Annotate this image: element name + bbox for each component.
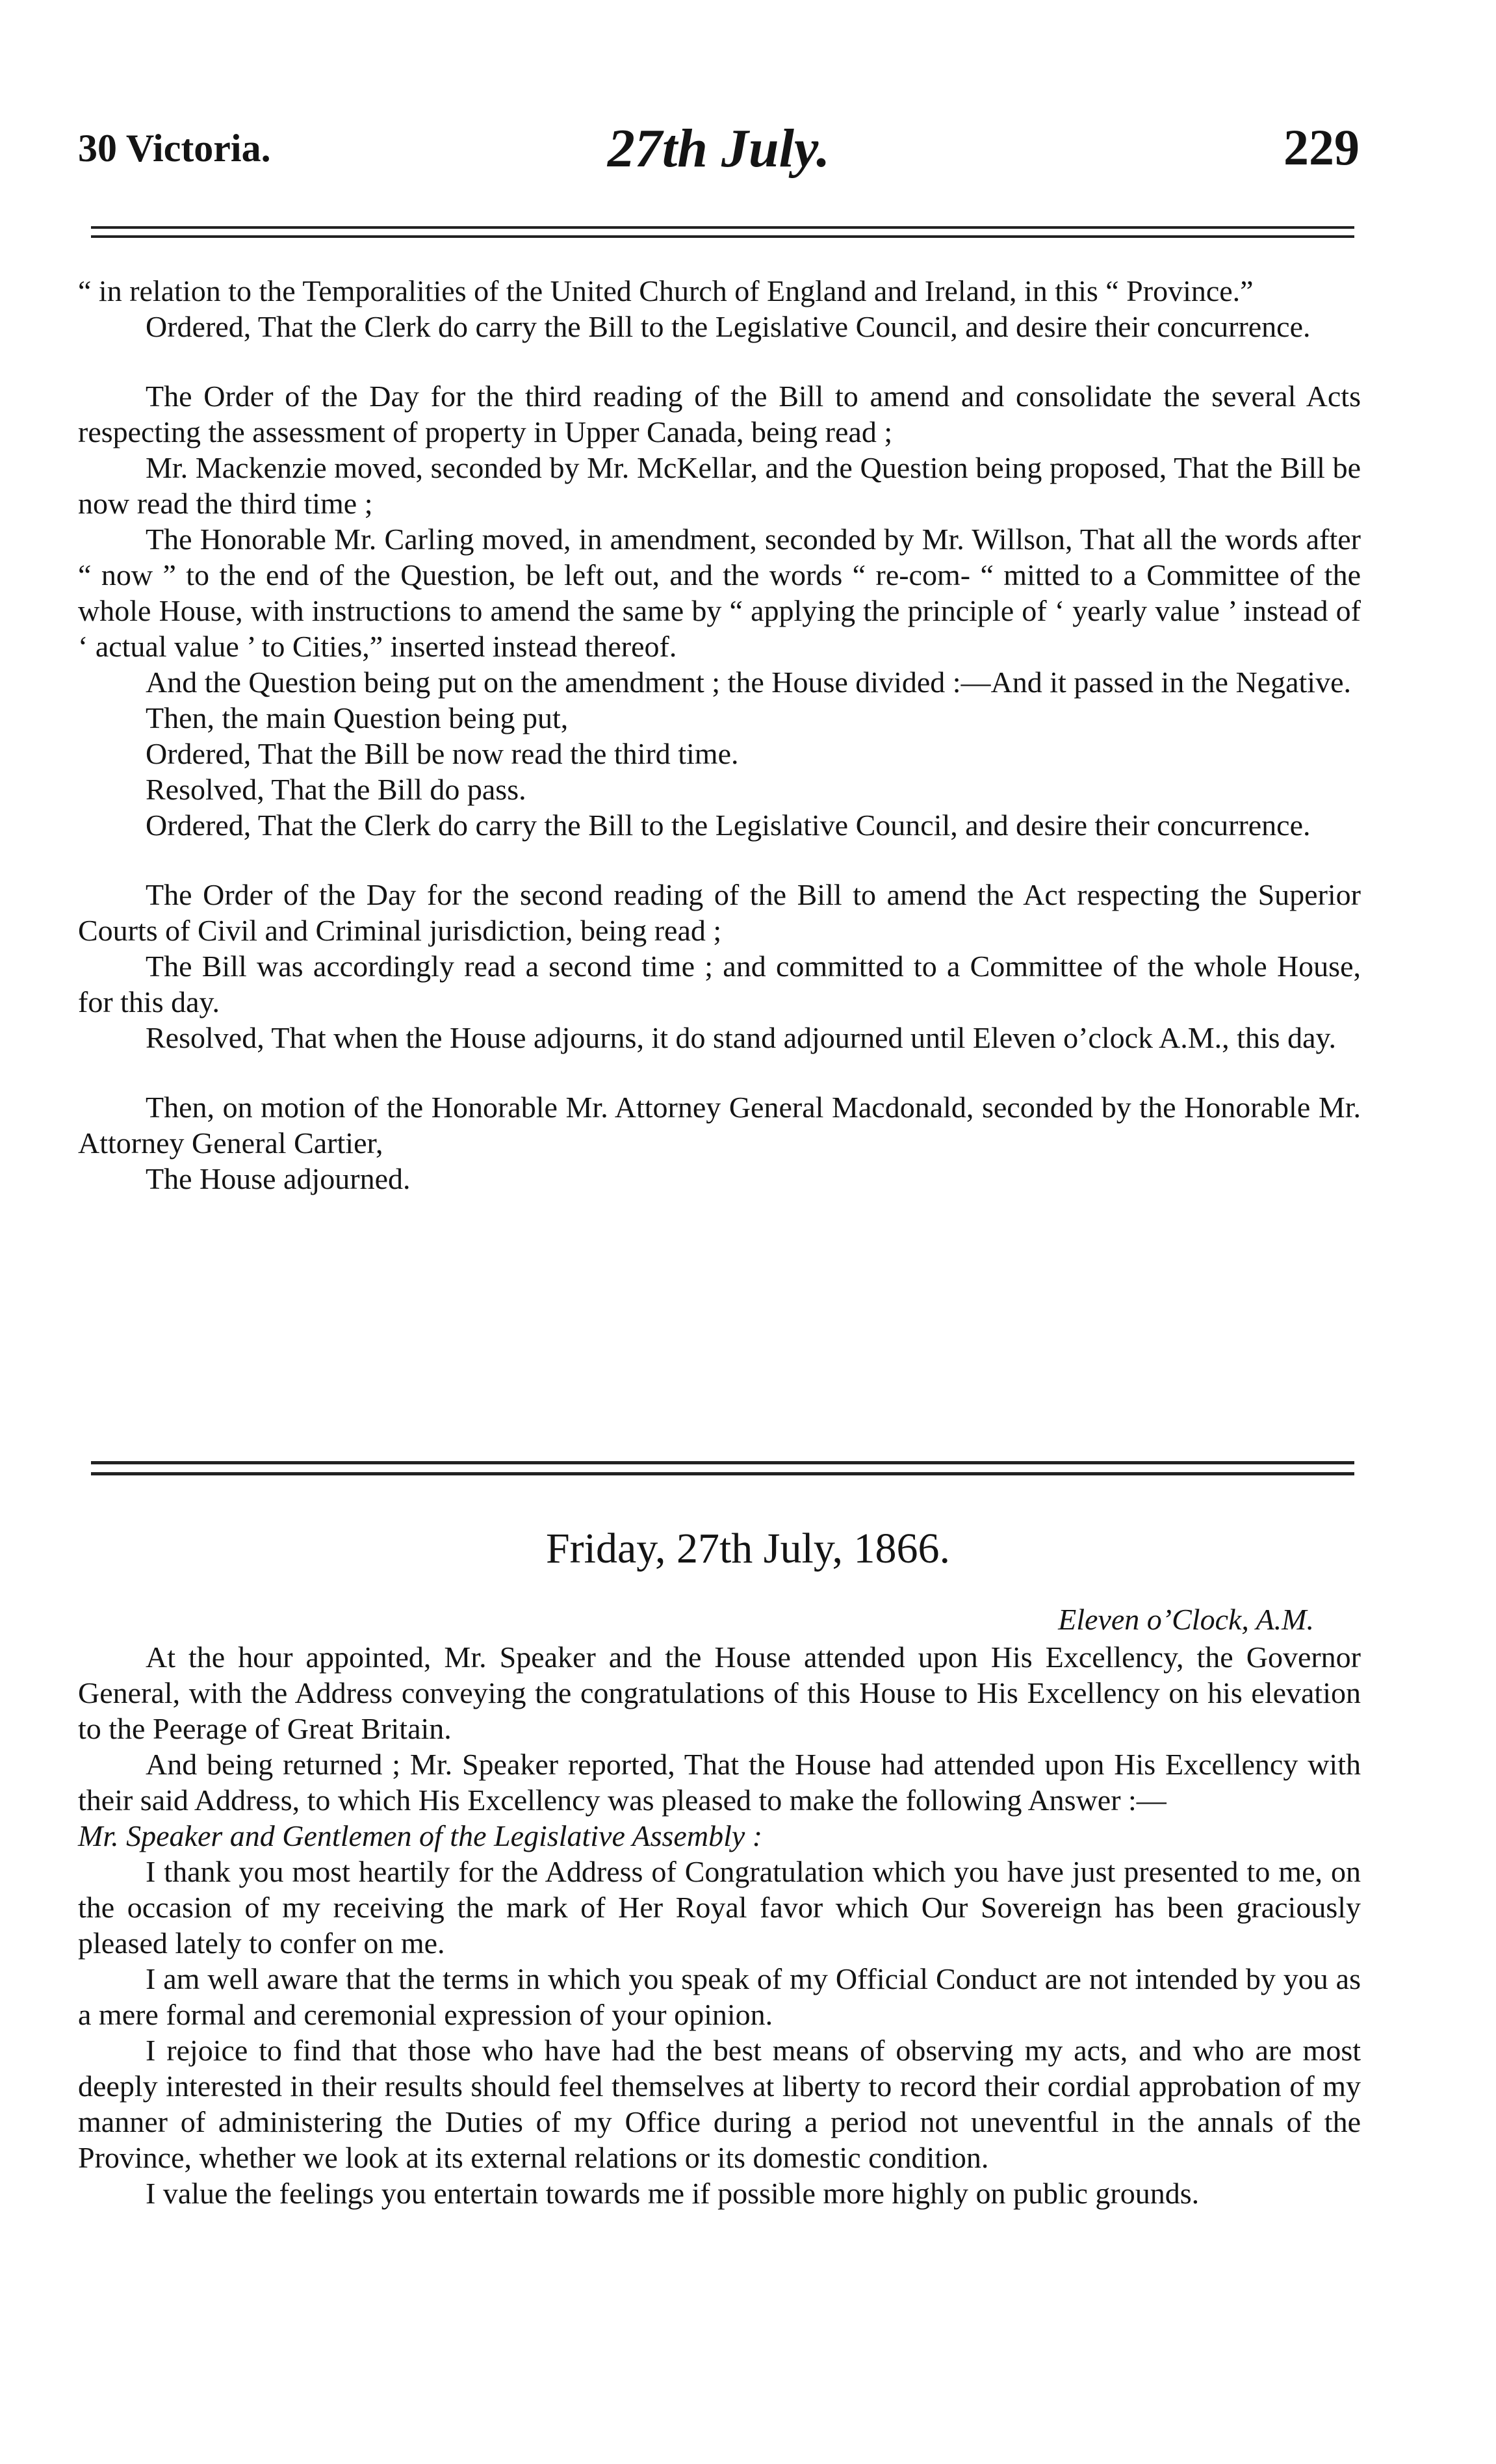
paragraph: “ in relation to the Temporalities of the United Church of England and Ireland, in this “ Province.” [78,274,1254,307]
paragraph: Resolved, That when the House adjourns, it do stand adjourned until Eleven o’clock A.M., this day. [146,1021,1337,1054]
header-session: 30 Victoria. [78,127,271,170]
answer-salutation: Mr. Speaker and Gentlemen of the Legislative Assembly : [78,1819,763,1852]
sitting-time: Eleven o’Clock, A.M. [1058,1603,1314,1636]
paragraph: The Order of the Day for the third reading of the Bill to amend and consolidate the several Acts respecting the assessment of property in Upper Canada, being read ; [78,380,1361,448]
page-number: 229 [1283,119,1360,175]
sitting-date-heading: Friday, 27th July, 1866. [545,1525,951,1572]
header-divider [91,226,1354,238]
proceedings-thursday [78,273,1361,1197]
paragraph: I rejoice to find that those who have had the best means of observing my acts, and who are most deeply interested in their results should feel themselves at liberty to record their cordial approbation of my manner of administering the Duties of my Office during a period not uneventful in the annals of the Province, whether we look at its external relations or its domestic condition. [78,2034,1361,2174]
paragraph: The House adjourned. [146,1162,411,1195]
paragraph: Then, the main Question being put, [146,701,569,734]
paragraph: I am well aware that the terms in which you speak of my Official Conduct are not intended by you as a mere formal and ceremonial expression of your opinion. [78,1962,1361,2031]
paragraph: The Order of the Day for the second reading of the Bill to amend the Act respecting the Superior Courts of Civil and Criminal jurisdiction, being read ; [78,878,1361,947]
paragraph: And being returned ; Mr. Speaker reported, That the House had attended upon His Excellency with their said Address, to which His Excellency was pleased to make the following Answer :— [78,1748,1361,1817]
paragraph: Mr. Mackenzie moved, seconded by Mr. McKellar, and the Question being proposed, That the Bill be now read the third time ; [78,451,1361,520]
header-date: 27th July. [607,118,831,179]
paragraph: Ordered, That the Bill be now read the third time. [146,737,739,770]
page-header [78,117,1360,195]
paragraph: Then, on motion of the Honorable Mr. Attorney General Macdonald, seconded by the Honorable Mr. Attorney General Cartier, [78,1091,1361,1160]
paragraph: Ordered, That the Clerk do carry the Bill to the Legislative Council, and desire their concurrence. [146,809,1311,842]
paragraph: Resolved, That the Bill do pass. [146,773,526,806]
proceedings-friday [78,1639,1361,2211]
paragraph: The Bill was accordingly read a second time ; and committed to a Committee of the whole House, for this day. [78,950,1361,1018]
paragraph: I thank you most heartily for the Address of Congratulation which you have just presented to me, on the occasion of my receiving the mark of Her Royal favor which Our Sovereign has been graciously pleased lately to confer on me. [78,1855,1361,1960]
paragraph: At the hour appointed, Mr. Speaker and the House attended upon His Excellency, the Governor General, with the Address conveying the congratulations of this House to His Excellency on his elevation to the Peerage of Great Britain. [78,1641,1361,1745]
paragraph: The Honorable Mr. Carling moved, in amendment, seconded by Mr. Willson, That all the words after “ now ” to the end of the Question, be left out, and the words “ re-com- “ mitted to a Committee of the whole House, with instructions to amend the same by “ applying the principle of ‘ yearly value ’ instead of ‘ actual value ’ to Cities,” inserted instead thereof. [78,523,1361,663]
paragraph: I value the feelings you entertain towards me if possible more highly on public grounds. [146,2177,1200,2210]
paragraph: Ordered, That the Clerk do carry the Bill to the Legislative Council, and desire their concurrence. [146,310,1311,343]
section-divider [91,1461,1354,1475]
paragraph: And the Question being put on the amendment ; the House divided :—And it passed in the Negative. [146,666,1351,699]
